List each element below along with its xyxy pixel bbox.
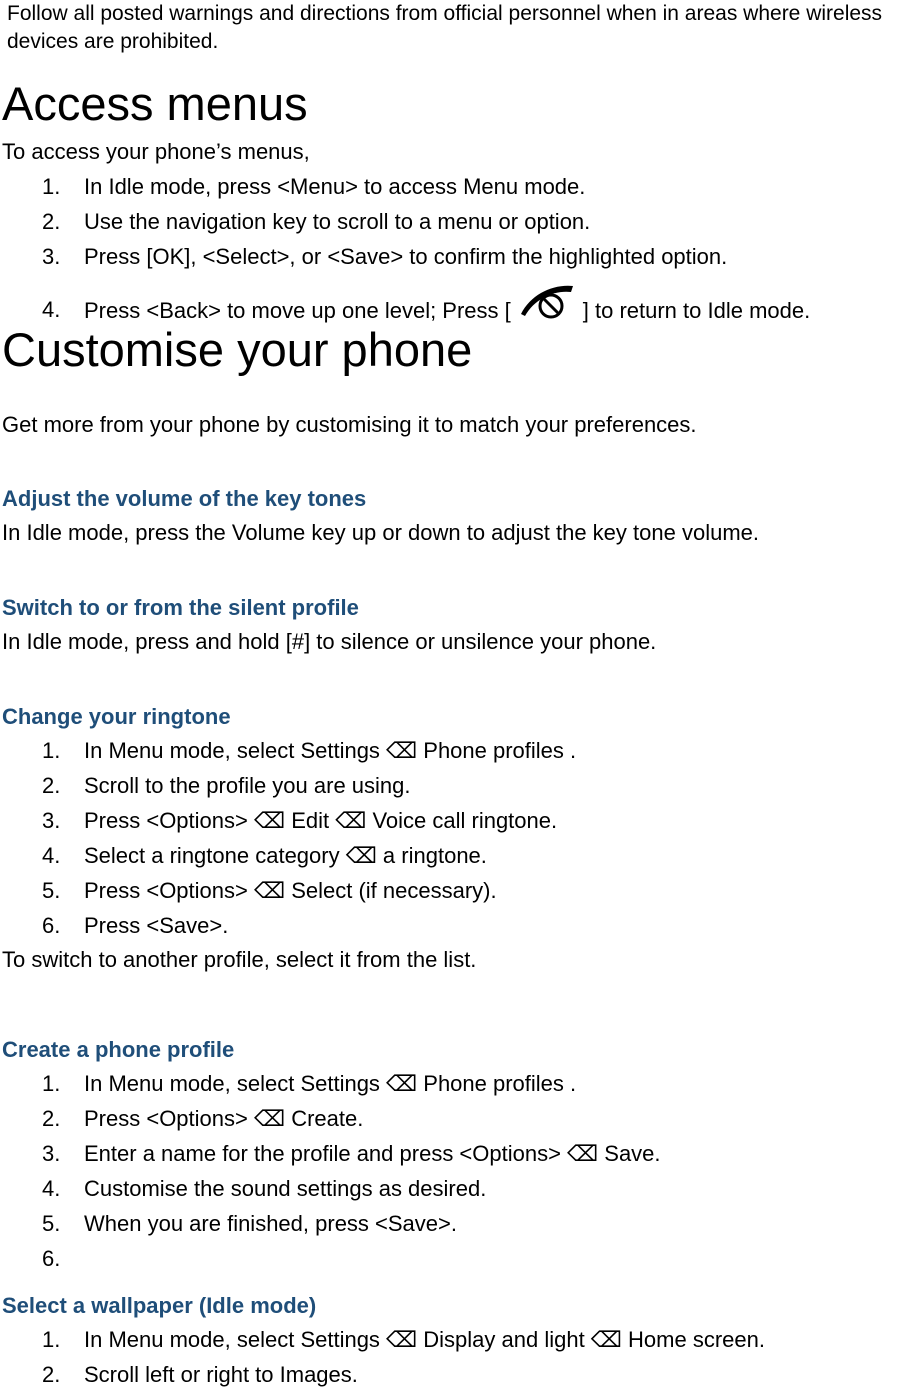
volume-heading: Adjust the volume of the key tones bbox=[2, 486, 367, 511]
profile-heading: Create a phone profile bbox=[2, 1037, 235, 1062]
customise-title: Customise your phone bbox=[2, 323, 473, 376]
silent-text: In Idle mode, press and hold [#] to silence or unsilence your phone. bbox=[2, 629, 657, 654]
end-call-key-icon bbox=[513, 282, 581, 328]
wallpaper-heading: Select a wallpaper (Idle mode) bbox=[2, 1293, 317, 1318]
step4-after: ] to return to Idle mode. bbox=[582, 297, 811, 323]
volume-text: In Idle mode, press the Volume key up or down to adjust the key tone volume. bbox=[2, 520, 759, 545]
customise-lead: Get more from your phone by customising it to match your preferences. bbox=[2, 412, 697, 437]
access-menus-title: Access menus bbox=[2, 77, 308, 130]
ringtone-after: To switch to another profile, select it from the list. bbox=[2, 947, 477, 972]
ringtone-heading: Change your ringtone bbox=[2, 704, 231, 729]
intro-warning: Follow all posted warnings and directions from official personnel when in areas where wireless devices are prohibited. bbox=[7, 2, 883, 53]
step4-before: Press <Back> to move up one level; Press [ bbox=[84, 297, 511, 323]
silent-heading: Switch to or from the silent profile bbox=[2, 595, 359, 620]
access-menus-lead: To access your phone’s menus, bbox=[2, 139, 310, 164]
